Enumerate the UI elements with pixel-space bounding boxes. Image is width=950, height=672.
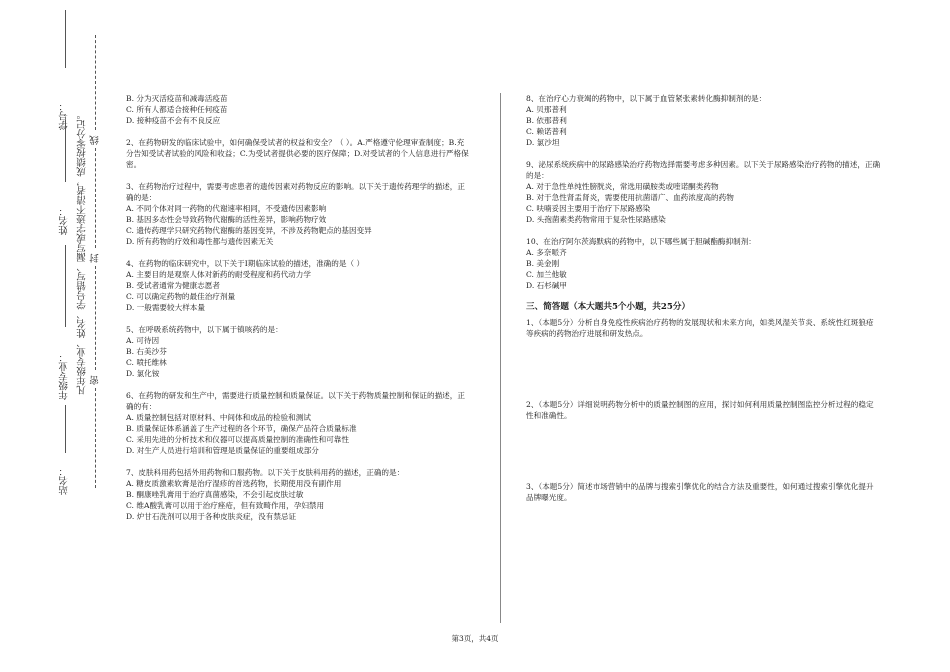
option: A. 主要目的是观察人体对新药的耐受程度和药代动力学 [126, 270, 311, 279]
question-2 [126, 137, 471, 170]
option: D. 所有药物的疗效和毒性都与遗传因素无关 [126, 237, 274, 246]
school-line [65, 405, 66, 453]
binding-strip [0, 0, 110, 672]
option: A. 可待因 [126, 336, 160, 345]
option: B. 对于急性肾盂肾炎，需要使用抗菌谱广、血药浓度高的药物 [526, 193, 734, 202]
question-stem: 2、在药物研发的临床试验中，如何确保受试者的权益和安全？（ ）。A.严格遵守伦理审查制度；B.充分告知受试者试验的风险和收益；C.为受试者提供必要的医疗保障；D.对受试者的个人信息进行严格保密。 [126, 138, 469, 169]
question-stem: 4、在药物的临床研究中，以下关于Ⅰ期临床试验的描述，准确的是（ ） [126, 259, 365, 268]
seal-dash-4 [95, 388, 96, 488]
section-title-short-answer: 三、简答题（本大题共5个小题，共25分） [526, 302, 691, 312]
school-label: 站名： [59, 466, 70, 495]
student-id-line [65, 10, 66, 68]
option: C. 赖诺普利 [526, 127, 567, 136]
option: D. 氯化铵 [126, 369, 160, 378]
student-id-label: 学号： [59, 101, 70, 130]
left-column [126, 93, 471, 533]
option: A. 贝那普利 [526, 105, 567, 114]
name-label: 姓名： [59, 206, 70, 235]
option: A. 对于急性单纯性膀胱炎，常选用磺胺类或喹诺酮类药物 [526, 182, 719, 191]
option: C. 喷托维林 [126, 358, 167, 367]
short-answer-1: 1、（本题5分）分析自身免疫性疾病治疗药物的发展现状和未来方向，如类风湿关节炎、系统性红斑狼疮等疾病的药物治疗进展和研发热点。 [526, 318, 874, 338]
option: B. 分为灭活疫苗和减毒活疫苗 [126, 94, 228, 103]
question-stem: 3、在药物治疗过程中，需要考虑患者的遗传因素对药物反应的影响。以下关于遗传药理学的描述，正确的是： [126, 182, 465, 202]
option: C. 可以确定药物的最佳治疗剂量 [126, 292, 236, 301]
option: D. 头孢菌素类药物常用于复杂性尿路感染 [526, 215, 666, 224]
grade-major-label: 年级专业： [59, 352, 70, 400]
option: B. 右美沙芬 [126, 347, 167, 356]
column-divider [500, 93, 501, 623]
question-stem: 5、在呼吸系统药物中，以下属于镇咳药的是： [126, 325, 283, 334]
question-6 [126, 390, 471, 456]
option: D. 一般需要较大样本量 [126, 303, 205, 312]
seal-char-mi: 密 [90, 375, 101, 385]
option: D. 对生产人员进行培训和管理是质量保证的重要组成部分 [126, 446, 319, 455]
option: B. 美金刚 [526, 259, 560, 268]
option: C. 采用先进的分析技术和仪器可以提高质量控制的准确性和可靠性 [126, 435, 349, 444]
option: A. 质量控制包括对原材料、中间体和成品的检验和测试 [126, 413, 311, 422]
name-line [65, 120, 66, 182]
seal-dash-2 [95, 148, 96, 248]
seal-char-feng: 封 [90, 253, 101, 263]
question-stem: 6、在药物的研发和生产中，需要进行质量控制和质量保证。以下关于药物质量控制和保证的描述，正确的有： [126, 391, 465, 411]
seal-char-xian: 线 [90, 135, 101, 145]
grade-major-line [65, 245, 66, 327]
option: C. 所有人都适合接种任何疫苗 [126, 105, 228, 114]
short-answer-3: 3、（本题5分）简述市场营销中的品牌与搜索引擎优化的结合方法及重要性，如何通过搜索引擎优化提升品牌曝光度。 [526, 482, 874, 502]
option: C. 维A酸乳膏可以用于治疗痤疮，但有致畸作用，孕妇禁用 [126, 501, 325, 510]
seal-dash-1 [95, 35, 96, 130]
question-stem: 9、泌尿系统疾病中的尿路感染治疗药物选择需要考虑多种因素。以下关于尿路感染治疗药物的描述，正确的是： [526, 160, 881, 180]
option: B. 基因多态性会导致药物代谢酶的活性差异，影响药物疗效 [126, 215, 327, 224]
question-stem: 7、皮肤科用药包括外用药物和口服药物。以下关于皮肤科用药的描述，正确的是： [126, 468, 405, 477]
page-footer: 第3页，共4页 [451, 634, 499, 643]
option: A. 糖皮质激素软膏是治疗湿疹的首选药物，长期使用没有副作用 [126, 479, 342, 488]
question-stem: 8、在治疗心力衰竭的药物中，以下属于血管紧张素转化酶抑制剂的是： [526, 94, 767, 103]
seal-dash-3 [95, 266, 96, 370]
question-5 [126, 324, 471, 379]
option: C. 遗传药理学只研究药物代谢酶的基因变异，不涉及药物靶点的基因变异 [126, 226, 372, 235]
option: D. 炉甘石洗剂可以用于各种皮肤炎症，没有禁忌证 [126, 512, 297, 521]
option: A. 多奈哌齐 [526, 248, 567, 257]
option: B. 酮康唑乳膏用于治疗真菌感染，不会引起皮肤过敏 [126, 490, 304, 499]
option: D. 氯沙坦 [526, 138, 560, 147]
option: D. 接种疫苗不会有不良反应 [126, 116, 221, 125]
right-column [526, 93, 881, 563]
question-3 [126, 181, 471, 247]
option: C. 加兰他敏 [526, 270, 567, 279]
option: B. 受试者通常为健康志愿者 [126, 281, 220, 290]
option: B. 依那普利 [526, 116, 567, 125]
option: A. 不同个体对同一药物的代谢速率相同，不受遗传因素影响 [126, 204, 327, 213]
question-7 [126, 467, 471, 522]
question-8 [526, 93, 881, 148]
question-1-continued [126, 93, 471, 126]
question-9 [526, 159, 881, 225]
option: B. 质量保证体系涵盖了生产过程的各个环节，确保产品符合质量标准 [126, 424, 357, 433]
short-answer-2: 2、（本题5分）详细说明药物分析中的质量控制图的应用，探讨如何利用质量控制图监控分析过程的稳定性和准确性。 [526, 400, 874, 420]
question-4 [126, 258, 471, 313]
question-stem: 10、在治疗阿尔茨海默病的药物中，以下哪些属于胆碱酯酶抑制剂： [526, 237, 756, 246]
option: C. 呋喃妥因主要用于治疗下尿路感染 [526, 204, 651, 213]
question-10 [526, 236, 881, 291]
option: D. 石杉碱甲 [526, 281, 568, 290]
binding-notice: 凡年级专业、姓名、学号错写、漏写或字迹不清者，成绩按零分记。 [77, 110, 88, 395]
